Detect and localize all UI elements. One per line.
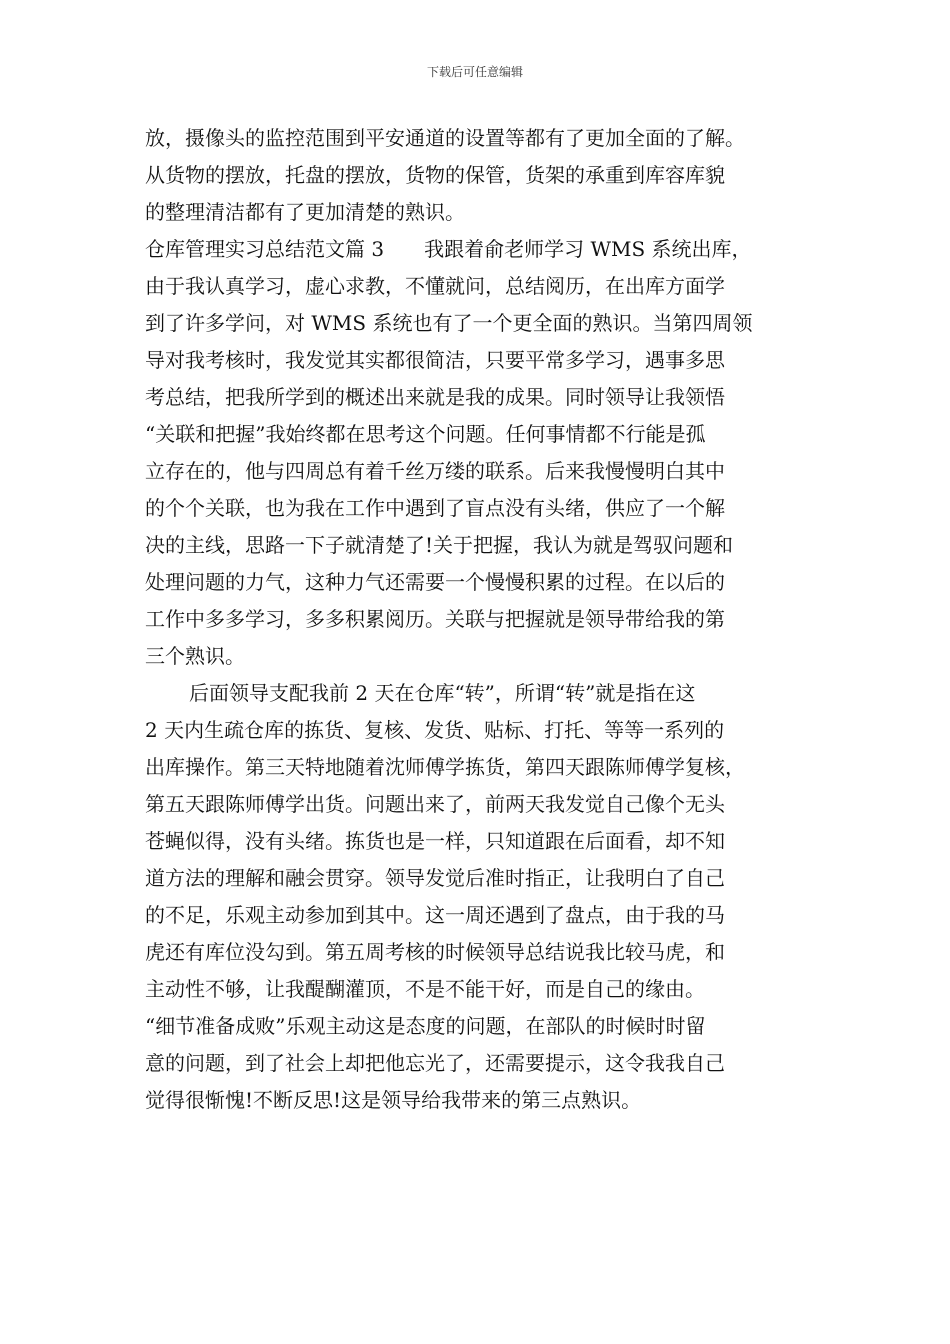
section-heading: 仓库管理实习总结范文篇 3 xyxy=(145,237,385,261)
text-line: 的整理清洁都有了更加清楚的熟识。 xyxy=(145,200,465,224)
text-line: “关联和把握”我始终都在思考这个问题。任何事情都不行能是孤 xyxy=(145,422,706,446)
section-heading-line xyxy=(145,231,810,268)
text-line: 由于我认真学习，虚心求教，不懂就问，总结阅历，在出库方面学 xyxy=(145,274,725,298)
text-line: 从货物的摆放，托盘的摆放，货物的保管，货架的承重到库容库貌 xyxy=(145,163,725,187)
text-line: 出库操作。第三天特地随着沈师傅学拣货，第四天跟陈师傅学复核， xyxy=(145,755,745,779)
text-line: 我跟着俞老师学习 WMS 系统出库， xyxy=(424,237,752,261)
text-line: “细节准备成败”乐观主动这是态度的问题，在部队的时候时时留 xyxy=(145,1014,706,1038)
text-line: 的个个关联，也为我在工作中遇到了盲点没有头绪，供应了一个解 xyxy=(145,496,725,520)
text-line: 第五天跟陈师傅学出货。问题出来了，前两天我发觉自己像个无头 xyxy=(145,792,725,816)
page-header: 下载后可任意编辑 xyxy=(426,65,523,79)
text-line: 意的问题，到了社会上却把他忘光了，还需要提示，这令我我自己 xyxy=(145,1051,725,1075)
text-line: 放，摄像头的监控范围到平安通道的设置等都有了更加全面的了解。 xyxy=(145,126,745,150)
text-line: 考总结，把我所学到的概述出来就是我的成果。同时领导让我领悟 xyxy=(145,385,725,409)
text-line: 导对我考核时，我发觉其实都很简洁，只要平常多学习，遇事多思 xyxy=(145,348,725,372)
text-line: 苍蝇似得，没有头绪。拣货也是一样，只知道跟在后面看，却不知 xyxy=(145,829,725,853)
document-body xyxy=(145,120,810,1119)
text-line: 的不足，乐观主动参加到其中。这一周还遇到了盘点，由于我的马 xyxy=(145,903,725,927)
text-line: 工作中多多学习，多多积累阅历。关联与把握就是领导带给我的第 xyxy=(145,607,725,631)
text-line: 觉得很惭愧!不断反思!这是领导给我带来的第三点熟识。 xyxy=(145,1088,642,1112)
text-line: 决的主线，思路一下子就清楚了!关于把握，我认为就是驾驭问题和 xyxy=(145,533,734,557)
text-line: 道方法的理解和融会贯穿。领导发觉后准时指正，让我明白了自己 xyxy=(145,866,725,890)
text-line: 到了许多学问，对 WMS 系统也有了一个更全面的熟识。当第四周领 xyxy=(145,311,753,335)
text-line: 立存在的，他与四周总有着千丝万缕的联系。后来我慢慢明白其中 xyxy=(145,459,725,483)
text-line: 主动性不够，让我醍醐灌顶，不是不能干好，而是自己的缘由。 xyxy=(145,977,705,1001)
text-line: 三个熟识。 xyxy=(145,644,245,668)
text-line: 虎还有库位没勾到。第五周考核的时候领导总结说我比较马虎，和 xyxy=(145,940,725,964)
text-line: 处理问题的力气，这种力气还需要一个慢慢积累的过程。在以后的 xyxy=(145,570,725,594)
text-line: 2 天内生疏仓库的拣货、复核、发货、贴标、打托、等等一系列的 xyxy=(145,718,725,742)
paragraph-first-line: 后面领导支配我前 2 天在仓库“转”，所谓“转”就是指在这 xyxy=(189,681,696,705)
